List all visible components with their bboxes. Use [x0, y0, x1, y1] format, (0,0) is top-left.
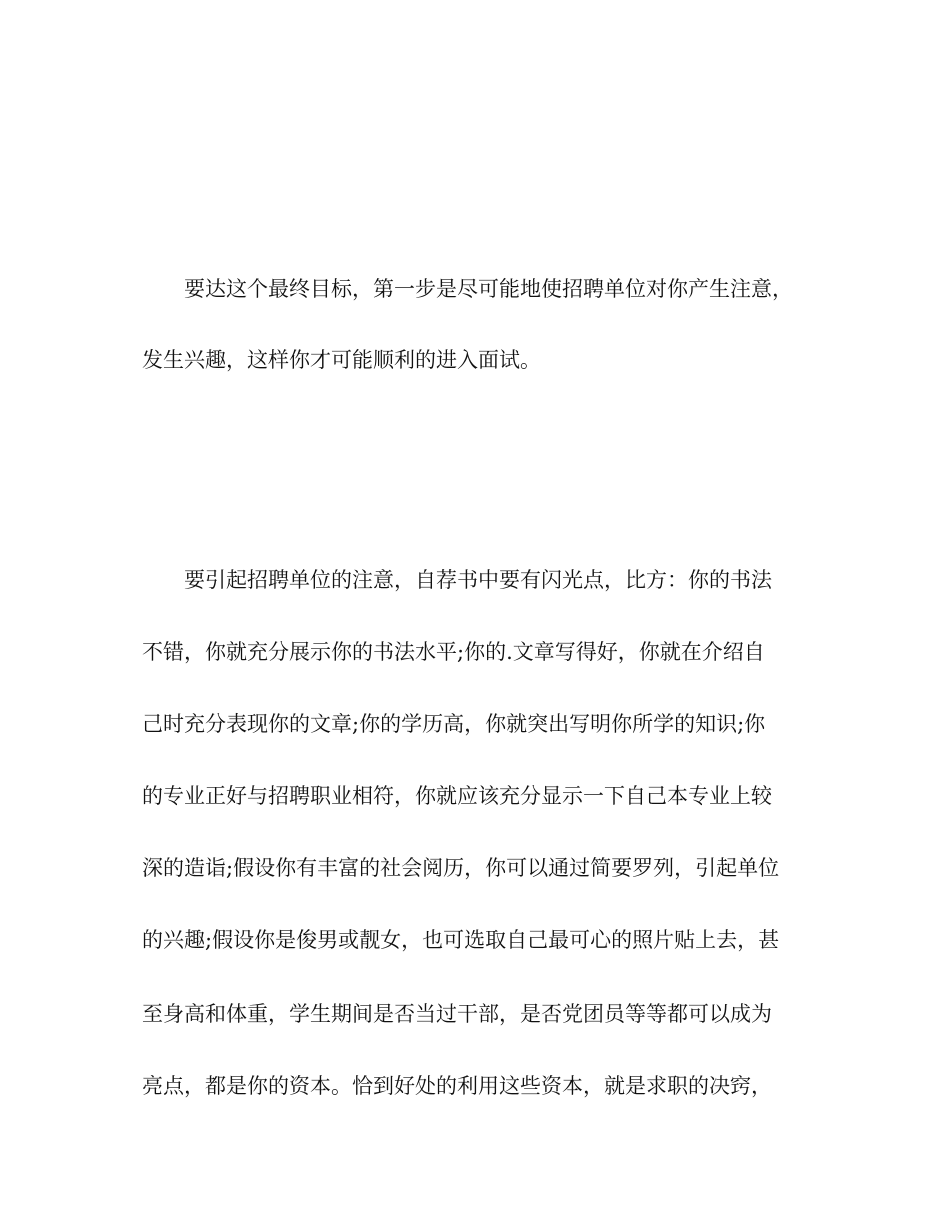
text-line: 的专业正好与招聘职业相符，你就应该充分显示一下自己本专业上较 — [142, 784, 772, 808]
text-line: 要引起招聘单位的注意，自荐书中要有闪光点，比方：你的书法 — [142, 568, 772, 592]
text-line: 亮点，都是你的资本。恰到好处的利用这些资本，就是求职的决窍， — [142, 1074, 772, 1098]
text-line: 要达这个最终目标，第一步是尽可能地使招聘单位对你产生注意， — [142, 277, 793, 301]
text-line: 深的造诣;假设你有丰富的社会阅历，你可以通过简要罗列，引起单位 — [142, 856, 780, 880]
text-line: 不错，你就充分展示你的书法水平;你的.文章写得好，你就在介绍自 — [142, 640, 765, 664]
text-line: 的兴趣;假设你是俊男或靓女，也可选取自己最可心的照片贴上去，甚 — [142, 928, 780, 952]
text-line: 己时充分表现你的文章;你的学历高，你就突出写明你所学的知识;你 — [142, 712, 766, 736]
text-line: 至身高和体重，学生期间是否当过干部，是否党团员等等都可以成为 — [142, 1002, 772, 1026]
text-line: 发生兴趣，这样你才可能顺利的进入面试。 — [142, 348, 541, 372]
